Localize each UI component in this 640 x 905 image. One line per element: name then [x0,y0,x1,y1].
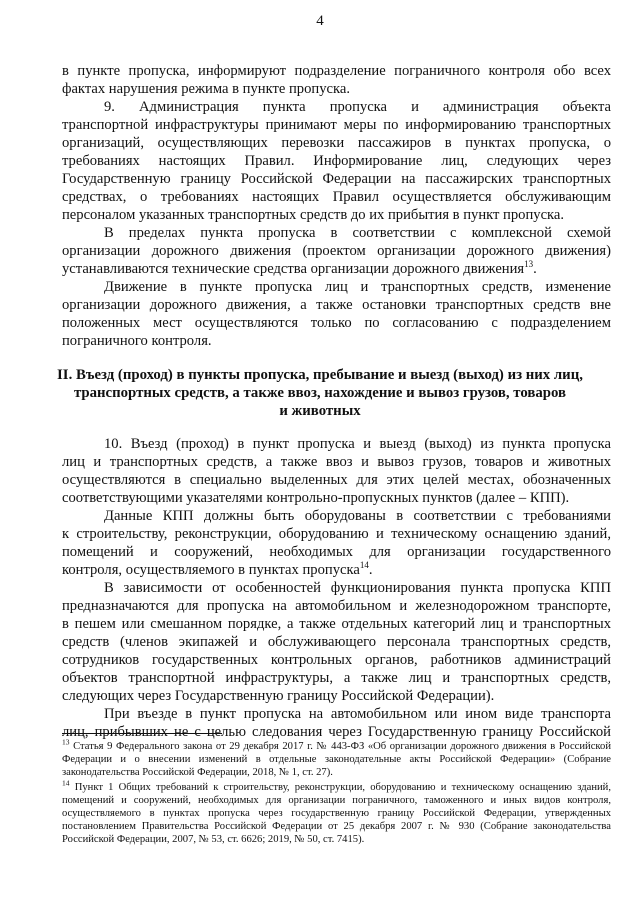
text-line-content: контроля, осуществляемого в пунктах пропуска [62,562,360,578]
footnote-line: постановлением Правительства Российской Федерации от 25 декабря 2007 г. № 930 (Собрание законодательства [62,821,611,832]
text-line: в пункте пропуска, информируют подразделение пограничного контроля обо всех [62,63,611,79]
text-line: лиц и транспортных средств, а также ввоз и вывоз грузов, товаров и животных [62,454,611,470]
text-line [62,562,372,579]
footnote-ref-14: 14 [359,560,369,571]
text-line: средствах, о требованиях настоящих Правил осуществляется обслуживающим [62,189,611,205]
footnote-ref-13: 13 [524,259,534,270]
text-line: следующих через Государственную границу Российской Федерации). [62,688,495,704]
text-line: 10. Въезд (проход) в пункт пропуска и выезд (выход) из пункта пропуска [104,436,611,452]
text-line: При въезде в пункт пропуска на автомобильном или ином виде транспорта [104,706,611,722]
text-line: положенных мест осуществляются только по согласованию с подразделением [62,315,611,331]
text-line-end: . [533,261,537,277]
footnote-text: Статья 9 Федерального закона от 29 декабря 2017 г. № 443-ФЗ «Об организации дорожного движения в Российской [73,741,611,752]
section-heading: транспортных средств, а также ввоз, нахождение и вывоз грузов, товаров [73,385,567,401]
text-line: фактах нарушения режима в пункте пропуска. [62,81,350,97]
text-line-end: . [368,562,373,578]
text-line: Данные КПП должны быть оборудованы в соответствии с требованиями [104,508,611,524]
footnote-text: Пункт 1 Общих требований к строительству, реконструкции, оборудованию и техническому оснащению зданий, [74,782,611,793]
section-heading: II. Въезд (проход) в пункты пропуска, пребывание и выезд (выход) из них лиц, [57,367,583,383]
page-number: 4 [316,13,324,29]
text-line: В зависимости от особенностей функционирования пункта пропуска КПП [104,580,611,596]
footnote-separator [62,733,222,734]
text-line: В пределах пункта пропуска в соответствии с комплексной схемой [104,225,611,241]
text-line: средств (членов экипажей и обслуживающего персонала транспортных средств, [62,634,611,650]
footnote-number: 13 [62,737,70,747]
footnote-13 [62,737,611,753]
text-line: соответствующими указателями контрольно-пропускных пунктов (далее – КПП). [62,490,570,506]
text-line: транспортной инфраструктуры принимают меры по информированию транспортных [62,117,611,133]
text-line-content: устанавливаются технические средства организации дорожного движения [62,261,525,277]
text-line: помещений и сооружений, необходимых для организации государственного [62,544,611,560]
text-line: организации дорожного движения, а также остановки транспортных средств вне [62,297,611,313]
text-line: в пешем или смешанном порядке, а также отдельных категорий лиц и транспортных [62,616,611,632]
text-line: осуществляются в специально выделенных для этих целей местах, обозначенных [62,472,611,488]
text-line: лиц, прибывших не с целью следования через Государственную границу Российской [62,724,611,740]
text-line: к строительству, реконструкции, оборудованию и техническому оснащению зданий, [62,526,611,542]
footnote-line: осуществляемого в пунктах пропуска через государственную границу Российской Федерации, утвержденных [62,808,611,819]
text-line: пограничного контроля. [62,333,212,349]
text-line: 9. Администрация пункта пропуска и администрация объекта [104,99,611,115]
section-heading: и животных [279,403,361,419]
footnote-number: 14 [62,778,70,788]
text-line: Движение в пункте пропуска лиц и транспортных средств, изменение [104,279,611,295]
text-line: предназначаются для пропуска на автомобильном и железнодорожном транспорте, [62,598,611,614]
footnote-line: Федерации и о внесении изменений в отдельные законодательные акты Российской Федерации» (Собрание [62,754,611,765]
text-line: организации дорожного движения (проектом организации дорожного движения) [62,243,611,259]
footnote-14 [62,778,611,794]
text-line: персоналом указанных транспортных средств до их прибытия в пункт пропуска. [62,207,565,223]
text-line: Государственную границу Российской Федерации на пассажирских транспортных [62,171,611,187]
footnote-line: помещений и сооружений, необходимых для организации пограничного, таможенного и иных видов контроля, [62,795,611,806]
text-line [62,261,537,278]
text-line: организаций, осуществляющих перевозки пассажиров в пунктах пропуска, о [62,135,611,151]
text-line: сотрудников государственных контрольных органов, работников администраций [62,652,611,668]
footnote-line: Российской Федерации, 2007, № 53, ст. 6626; 2019, № 50, ст. 7415). [62,834,365,845]
footnote-line: законодательства Российской Федерации, 2018, № 1, ст. 27). [62,767,333,778]
text-line: требованиях настоящих Правил. Информирование лиц, следующих через [62,153,611,169]
text-line: объектов транспортной инфраструктуры, а также лиц и транспортных средств, [62,670,611,686]
